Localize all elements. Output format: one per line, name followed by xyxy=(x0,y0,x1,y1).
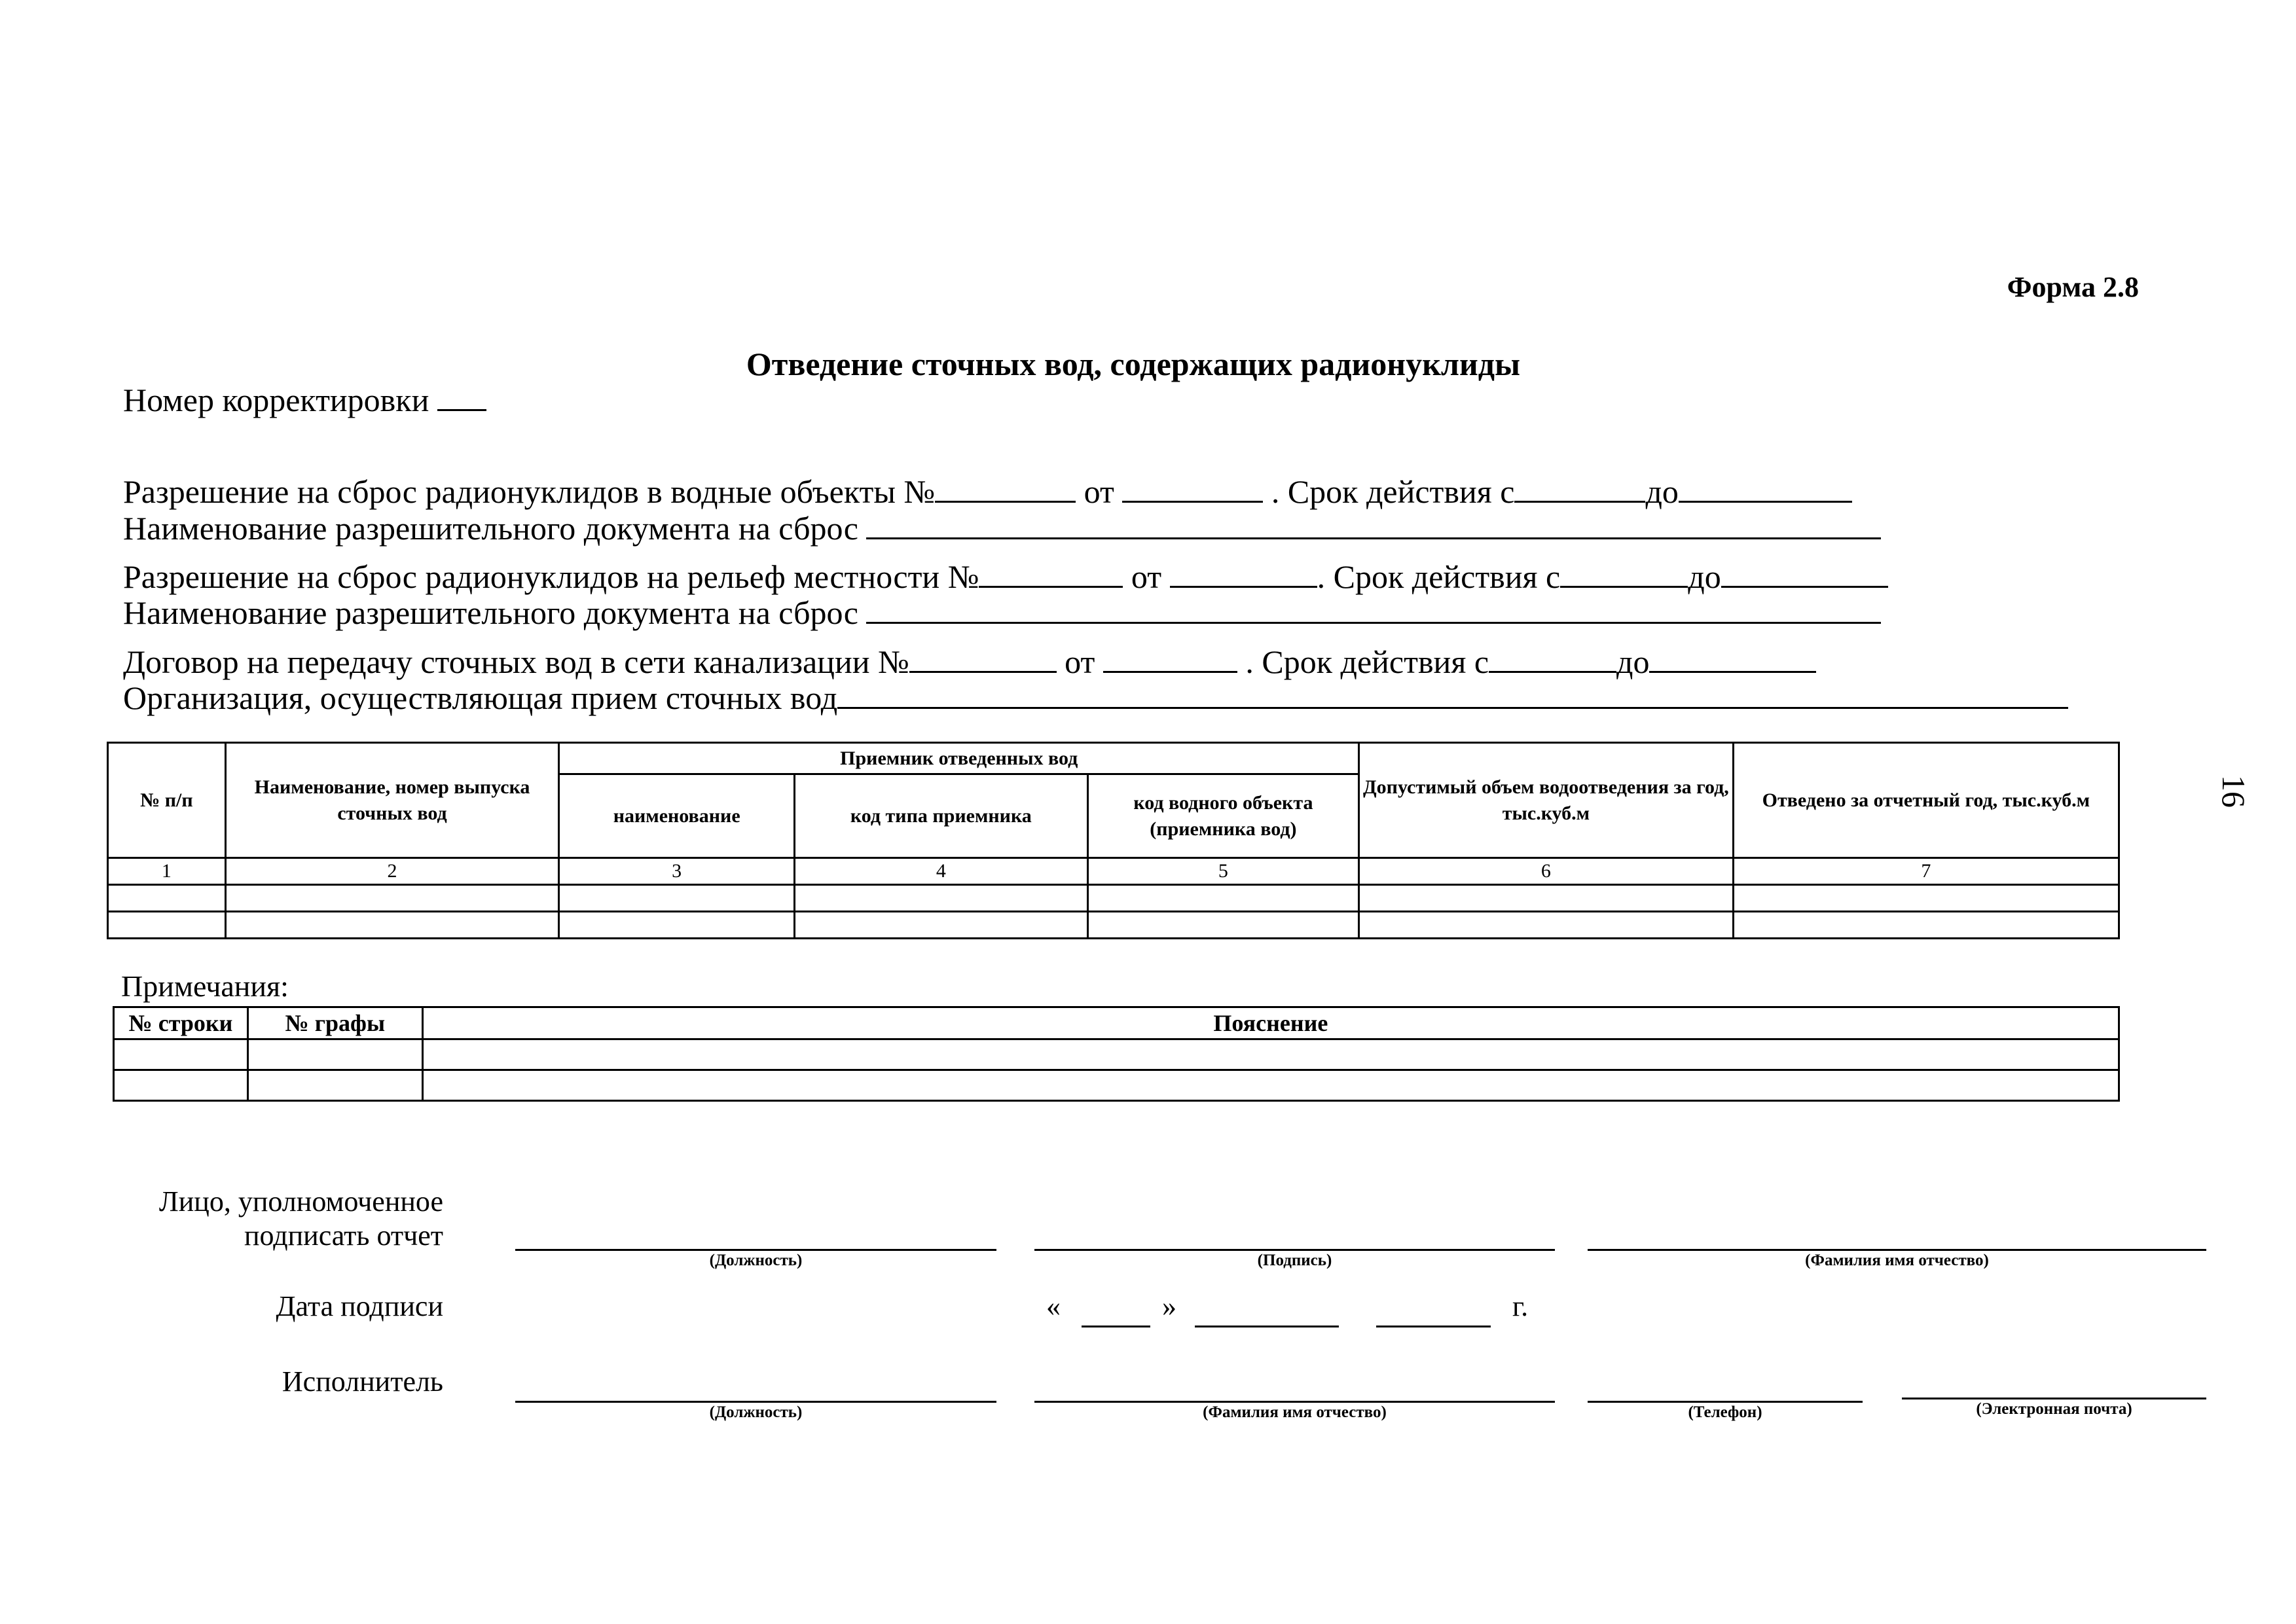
column-numbers-row xyxy=(108,858,2119,885)
water-doc-label: Наименование разрешительного документа на сброс xyxy=(123,510,858,547)
header-allowed-volume: Допустимый объем водоотведения за год, тыс.куб.м xyxy=(1359,743,1733,858)
table-cell[interactable] xyxy=(225,912,559,939)
executor-label: Исполнитель xyxy=(282,1365,443,1398)
header-water-body-code: код водного объекта (приемника вод) xyxy=(1087,774,1359,858)
table-cell[interactable] xyxy=(559,912,795,939)
water-permit-validity-label: . Срок действия с xyxy=(1271,473,1515,510)
header-receiver-type-code: код типа приемника xyxy=(795,774,1088,858)
date-year-field[interactable] xyxy=(1376,1326,1491,1327)
page-title: Отведение сточных вод, содержащих радионуклиды xyxy=(746,346,1521,382)
date-open-quote: « xyxy=(1046,1290,1061,1322)
executor-position-field[interactable] xyxy=(515,1401,996,1403)
table-cell[interactable] xyxy=(114,1039,248,1070)
exec-caption-position: (Должность) xyxy=(709,1403,803,1421)
table-cell[interactable] xyxy=(1087,885,1359,912)
relief-permit-from-label: от xyxy=(1131,558,1162,595)
correction-number-field[interactable] xyxy=(437,384,486,411)
column-number: 5 xyxy=(1087,858,1359,885)
notes-header-row-number: № строки xyxy=(114,1007,248,1039)
relief-permit-label: Разрешение на сброс радионуклидов на рельеф местности № xyxy=(123,558,979,595)
authorized-person-label xyxy=(159,1185,443,1253)
authorized-position-field[interactable] xyxy=(515,1249,996,1251)
correction-label: Номер корректировки xyxy=(123,382,429,418)
table-cell[interactable] xyxy=(1359,885,1733,912)
relief-doc-label: Наименование разрешительного документа на сброс xyxy=(123,594,858,631)
executor-email-field[interactable] xyxy=(1902,1398,2206,1399)
contract-number-field[interactable] xyxy=(909,646,1057,673)
water-permit-from-label: от xyxy=(1084,473,1114,510)
form-number: Форма 2.8 xyxy=(2007,271,2139,303)
relief-permit-row xyxy=(123,558,1888,596)
table-row xyxy=(108,912,2119,939)
exec-caption-phone: (Телефон) xyxy=(1688,1403,1762,1421)
water-doc-name-field[interactable] xyxy=(866,513,1881,539)
water-permit-valid-from-field[interactable] xyxy=(1514,476,1645,503)
date-close-quote: » xyxy=(1162,1290,1176,1322)
relief-permit-date-field[interactable] xyxy=(1170,561,1317,588)
executor-phone-field[interactable] xyxy=(1588,1401,1863,1403)
correction-number-row xyxy=(123,381,486,419)
date-label: Дата подписи xyxy=(276,1290,443,1322)
organization-field[interactable] xyxy=(837,682,2068,709)
table-cell[interactable] xyxy=(1087,912,1359,939)
column-number: 1 xyxy=(108,858,226,885)
water-permit-row xyxy=(123,473,1852,511)
relief-permit-valid-to-field[interactable] xyxy=(1721,561,1888,588)
contract-to-label: до xyxy=(1616,643,1650,680)
column-number: 3 xyxy=(559,858,795,885)
exec-caption-fullname: (Фамилия имя отчество) xyxy=(1203,1403,1387,1421)
water-permit-date-field[interactable] xyxy=(1122,476,1263,503)
water-permit-label: Разрешение на сброс радионуклидов в водные объекты № xyxy=(123,473,936,510)
header-outlet-name: Наименование, номер выпуска сточных вод xyxy=(225,743,559,858)
table-cell[interactable] xyxy=(795,885,1088,912)
exec-caption-email: (Электронная почта) xyxy=(1976,1400,2132,1418)
notes-table xyxy=(113,1006,2120,1102)
notes-header-column-number: № графы xyxy=(247,1007,422,1039)
caption-fullname: (Фамилия имя отчество) xyxy=(1805,1252,1989,1269)
water-permit-valid-to-field[interactable] xyxy=(1679,476,1852,503)
header-receiver-name: наименование xyxy=(559,774,795,858)
relief-permit-valid-from-field[interactable] xyxy=(1560,561,1688,588)
header-discharged-volume: Отведено за отчетный год, тыс.куб.м xyxy=(1733,743,2119,858)
column-number: 4 xyxy=(795,858,1088,885)
water-permit-number-field[interactable] xyxy=(935,476,1076,503)
table-cell[interactable] xyxy=(225,885,559,912)
contract-label: Договор на передачу сточных вод в сети канализации № xyxy=(123,643,909,680)
date-day-field[interactable] xyxy=(1082,1326,1150,1327)
authorized-fullname-field[interactable] xyxy=(1588,1249,2206,1251)
table-cell[interactable] xyxy=(559,885,795,912)
column-number: 2 xyxy=(225,858,559,885)
contract-date-field[interactable] xyxy=(1103,646,1237,673)
table-cell[interactable] xyxy=(1359,912,1733,939)
column-number: 6 xyxy=(1359,858,1733,885)
table-cell[interactable] xyxy=(108,912,226,939)
table-cell[interactable] xyxy=(422,1039,2119,1070)
notes-header-explanation: Пояснение xyxy=(422,1007,2119,1039)
contract-row xyxy=(123,643,1816,681)
header-receiver-group: Приемник отведенных вод xyxy=(559,743,1359,774)
table-cell[interactable] xyxy=(247,1039,422,1070)
table-row xyxy=(114,1070,2119,1101)
relief-permit-to-label: до xyxy=(1688,558,1721,595)
table-row xyxy=(114,1039,2119,1070)
contract-from-label: от xyxy=(1065,643,1095,680)
relief-permit-validity-label: . Срок действия с xyxy=(1317,558,1561,595)
authorized-label-line1: Лицо, уполномоченное xyxy=(158,1185,443,1218)
page-number: 16 xyxy=(2215,775,2252,808)
table-cell[interactable] xyxy=(795,912,1088,939)
discharge-table xyxy=(107,742,2120,939)
table-cell[interactable] xyxy=(108,885,226,912)
organization-row xyxy=(123,679,2068,717)
table-cell[interactable] xyxy=(247,1070,422,1101)
water-permit-to-label: до xyxy=(1645,473,1679,510)
relief-doc-name-field[interactable] xyxy=(866,597,1881,624)
table-cell[interactable] xyxy=(114,1070,248,1101)
caption-signature: (Подпись) xyxy=(1257,1252,1332,1269)
header-row-number: № п/п xyxy=(108,743,226,858)
authorized-label-line2: подписать отчет xyxy=(244,1219,443,1252)
table-cell[interactable] xyxy=(1733,912,2119,939)
authorized-signature-field[interactable] xyxy=(1034,1249,1555,1251)
contract-valid-to-field[interactable] xyxy=(1649,646,1816,673)
contract-validity-label: . Срок действия с xyxy=(1245,643,1489,680)
date-month-field[interactable] xyxy=(1195,1326,1339,1327)
table-cell[interactable] xyxy=(422,1070,2119,1101)
relief-permit-number-field[interactable] xyxy=(979,561,1123,588)
relief-doc-row xyxy=(123,594,1881,632)
table-row xyxy=(108,885,2119,912)
caption-position: (Должность) xyxy=(709,1252,803,1269)
notes-title: Примечания: xyxy=(121,969,289,1003)
organization-label: Организация, осуществляющая прием сточных вод xyxy=(123,679,838,716)
contract-valid-from-field[interactable] xyxy=(1489,646,1616,673)
executor-fullname-field[interactable] xyxy=(1034,1401,1555,1403)
table-cell[interactable] xyxy=(1733,885,2119,912)
water-doc-row xyxy=(123,509,1881,547)
column-number: 7 xyxy=(1733,858,2119,885)
date-year-suffix: г. xyxy=(1512,1290,1529,1322)
